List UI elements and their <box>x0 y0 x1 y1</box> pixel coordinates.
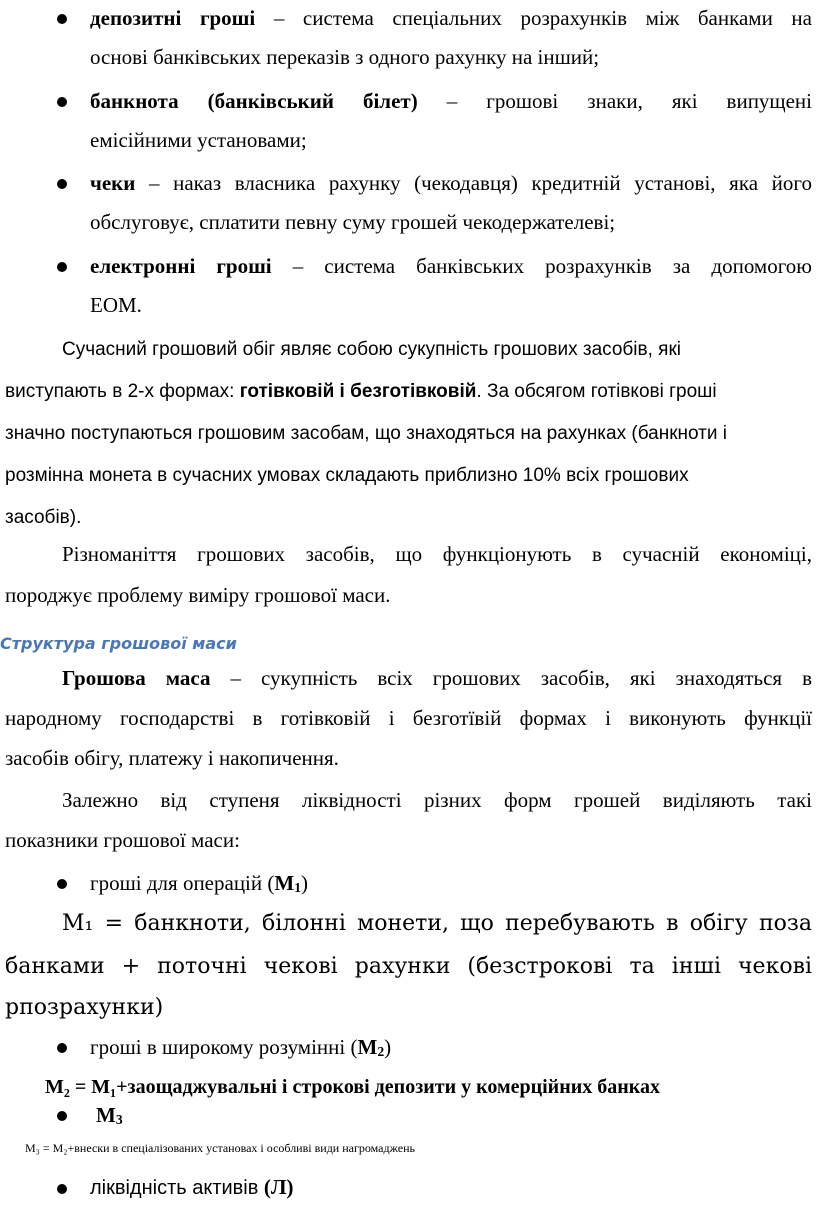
m3-symbol: М <box>96 1103 116 1127</box>
text-span: виступають в 2-х формах: <box>5 381 240 402</box>
m1-formula-line: М₁ = банкноти, білонні монети, що перебувають в обігу поза <box>62 911 812 936</box>
bullet-icon <box>57 1184 67 1194</box>
definition: – грошові знаки, які випущені <box>417 89 812 113</box>
definition: – система банківських розрахунків за допомогою <box>271 254 812 278</box>
bullet-icon <box>57 1111 67 1121</box>
bullet-icon <box>57 879 67 889</box>
text-line: народному господарстві в готівковій і безготївій формах і виконують функції <box>5 706 812 730</box>
bullet-icon <box>57 1043 67 1053</box>
m2-subscript: 2 <box>377 1044 385 1060</box>
text-line <box>62 665 812 691</box>
m3-subscript: 3 <box>115 1112 123 1128</box>
m2-symbol: М <box>357 1035 378 1059</box>
text-span: ) <box>384 1035 392 1059</box>
m3-formula: М₃ = М₂+внески в спеціалізованих установах і особливі види нагромаджень <box>25 1141 415 1155</box>
text-line: Сучасний грошовий обіг являє собою сукупність грошових засобів, які <box>62 339 681 360</box>
m3-bullet-text <box>96 1102 123 1128</box>
text-span: ) <box>301 871 309 895</box>
term: чеки <box>90 171 136 195</box>
emphasis: готівковій і безготівковій <box>239 381 477 402</box>
text-span: гроші в широкому розумінні ( <box>90 1035 358 1059</box>
liquidity-symbol: (Л) <box>263 1175 294 1199</box>
text-line: породжує проблему виміру грошової маси. <box>5 583 391 607</box>
list-item-continuation: обслуговує, сплатити певну суму грошей чекодержателеві; <box>90 210 616 234</box>
text-line: значно поступаються грошовим засобам, що знаходяться на рахунках (банкноти і <box>5 423 727 444</box>
text-span: гроші для операцій ( <box>90 871 275 895</box>
text-line: розмінна монета в сучасних умовах складають приблизно 10% всіх грошових <box>5 465 689 486</box>
definition: – сукупність всіх грошових засобів, які знаходяться в <box>210 666 812 690</box>
list-item <box>90 253 812 279</box>
list-item <box>90 170 812 196</box>
term: Грошова маса <box>62 666 211 690</box>
list-item <box>90 5 812 31</box>
bullet-icon <box>57 262 67 272</box>
text-line: Залежно від ступеня ліквідності різних форм грошей виділяють такі <box>62 788 812 812</box>
text-line: показники грошової маси: <box>5 828 240 852</box>
m1-bullet-text <box>90 870 308 896</box>
m1-subscript: 1 <box>294 880 302 896</box>
list-item-continuation: основі банківських переказів з одного рахунку на інший; <box>90 45 600 69</box>
text-line: Різноманіття грошових засобів, що функціонують в сучасній економіці, <box>62 542 812 566</box>
term: електронні гроші <box>90 254 272 278</box>
text-span: ліквідність активів <box>90 1177 264 1199</box>
text-line: засобів). <box>5 507 82 528</box>
list-item-continuation: емісійними установами; <box>90 128 307 152</box>
bullet-icon <box>57 14 67 24</box>
list-item <box>90 88 812 114</box>
liquidity-text <box>90 1174 294 1201</box>
bullet-icon <box>57 179 67 189</box>
m2-formula: М₂ = М₁+заощаджувальні і строкові депозити у комерційних банках <box>45 1076 660 1098</box>
m1-symbol: М <box>274 871 295 895</box>
definition: – наказ власника рахунку (чекодавця) кредитній установі, яка його <box>135 171 812 195</box>
bullet-icon <box>57 97 67 107</box>
text-line <box>5 379 717 405</box>
m1-formula-line: банками + поточні чекові рахунки (безстрокові та інші чекові <box>5 954 812 979</box>
definition: – система спеціальних розрахунків між банками на <box>255 6 812 30</box>
section-heading: Структура грошової маси <box>0 634 237 653</box>
list-item-continuation: ЕОМ. <box>90 293 142 317</box>
m1-formula-line: рпозрахунки) <box>5 995 164 1020</box>
term: депозитні гроші <box>90 6 256 30</box>
text-span: . За обсягом готівкові гроші <box>476 381 717 402</box>
text-line: засобів обігу, платежу і накопичення. <box>5 746 339 770</box>
m2-bullet-text <box>90 1034 391 1060</box>
term: банкнота (банківський білет) <box>90 89 418 113</box>
